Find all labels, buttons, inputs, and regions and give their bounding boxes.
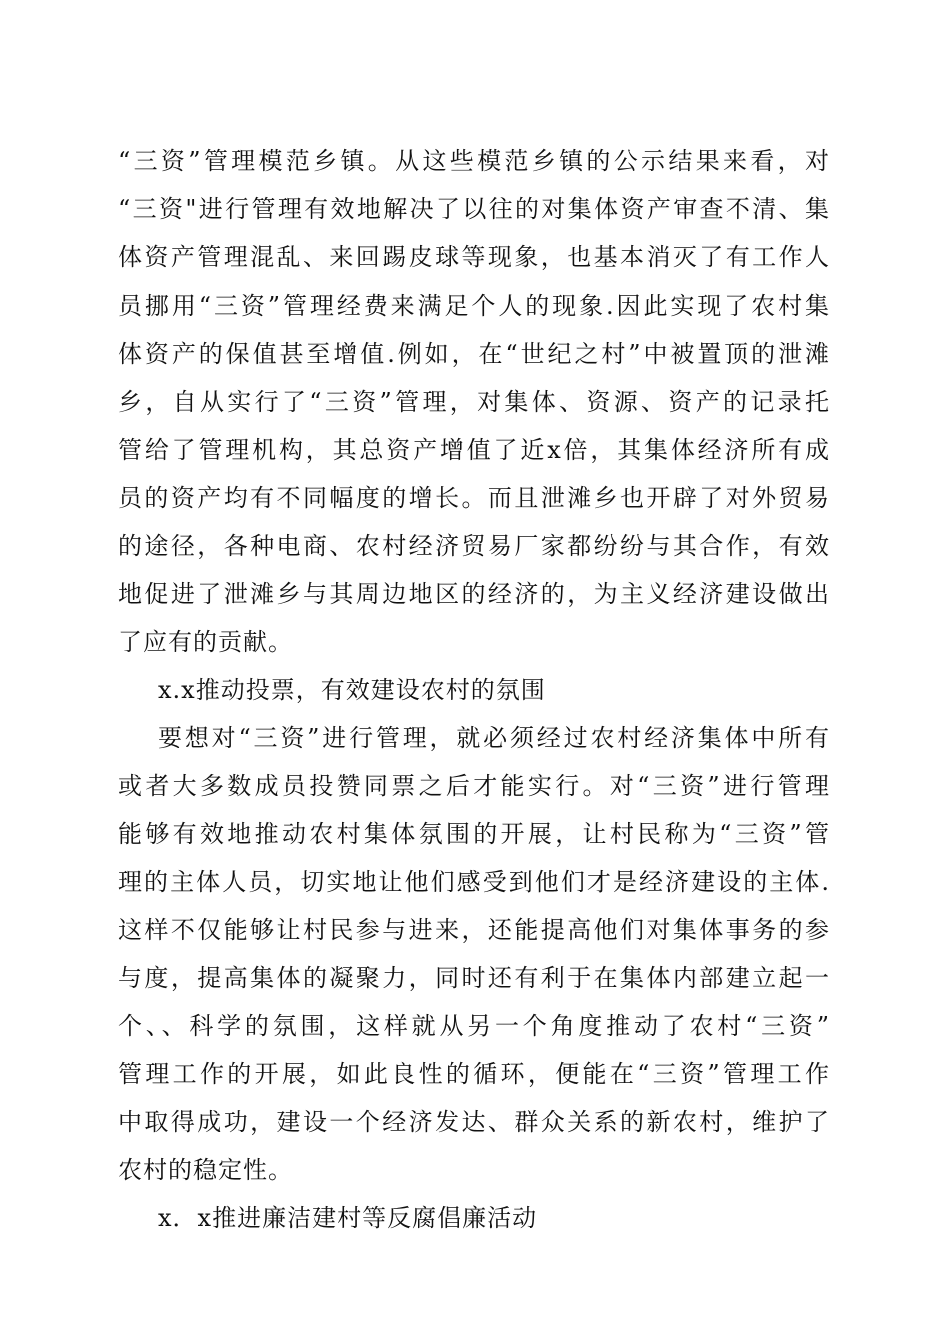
paragraph-1-line-4: 员挪用“三资”管理经费来满足个人的现象.因此实现了农村集 — [118, 292, 830, 320]
paragraph-2-line-7: 个、、科学的氛围，这样就从另一个角度推动了农村“三资” — [118, 1012, 830, 1040]
paragraph-1-line-11: 了应有的贡献。 — [118, 628, 293, 656]
paragraph-1-line-8: 员的资产均有不同幅度的增长。而且泄滩乡也开辟了对外贸易 — [118, 484, 830, 512]
paragraph-1-line-5: 体资产的保值甚至增值.例如，在“世纪之村”中被置顶的泄滩 — [118, 340, 830, 368]
paragraph-1-line-10: 地促进了泄滩乡与其周边地区的经济的，为主义经济建设做出 — [118, 580, 830, 608]
paragraph-1-line-1: “三资”管理模范乡镇。从这些模范乡镇的公示结果来看，对 — [118, 147, 830, 175]
paragraph-2-line-10: 农村的稳定性。 — [118, 1156, 293, 1184]
paragraph-2-line-4: 理的主体人员，切实地让他们感受到他们才是经济建设的主体. — [118, 868, 830, 896]
paragraph-2-line-3: 能够有效地推动农村集体氛围的开展，让村民称为“三资”管 — [118, 820, 830, 848]
paragraph-2-line-8: 管理工作的开展，如此良性的循环，便能在“三资”管理工作 — [118, 1060, 830, 1088]
paragraph-1-line-9: 的途径，各种电商、农村经济贸易厂家都纷纷与其合作，有效 — [118, 532, 830, 560]
section-heading-2: x．x推进廉洁建村等反腐倡廉活动 — [158, 1204, 538, 1232]
paragraph-2-line-1: 要想对“三资”进行管理，就必须经过农村经济集体中所有 — [158, 724, 830, 752]
paragraph-1-line-6: 乡，自从实行了“三资”管理，对集体、资源、资产的记录托 — [118, 388, 830, 416]
paragraph-1-line-7: 管给了管理机构，其总资产增值了近x倍，其集体经济所有成 — [118, 436, 830, 464]
paragraph-1-line-2: “三资"进行管理有效地解决了以往的对集体资产审查不清、集 — [118, 195, 830, 223]
paragraph-2-line-2: 或者大多数成员投赞同票之后才能实行。对“三资”进行管理 — [118, 772, 830, 800]
section-heading-1: x.x推动投票，有效建设农村的氛围 — [158, 676, 546, 704]
paragraph-1-line-3: 体资产管理混乱、来回踢皮球等现象，也基本消灭了有工作人 — [118, 243, 830, 271]
paragraph-2-line-9: 中取得成功，建设一个经济发达、群众关系的新农村，维护了 — [118, 1108, 830, 1136]
paragraph-2-line-6: 与度，提高集体的凝聚力，同时还有利于在集体内部建立起一 — [118, 964, 830, 992]
paragraph-2-line-5: 这样不仅能够让村民参与进来，还能提高他们对集体事务的参 — [118, 916, 830, 944]
